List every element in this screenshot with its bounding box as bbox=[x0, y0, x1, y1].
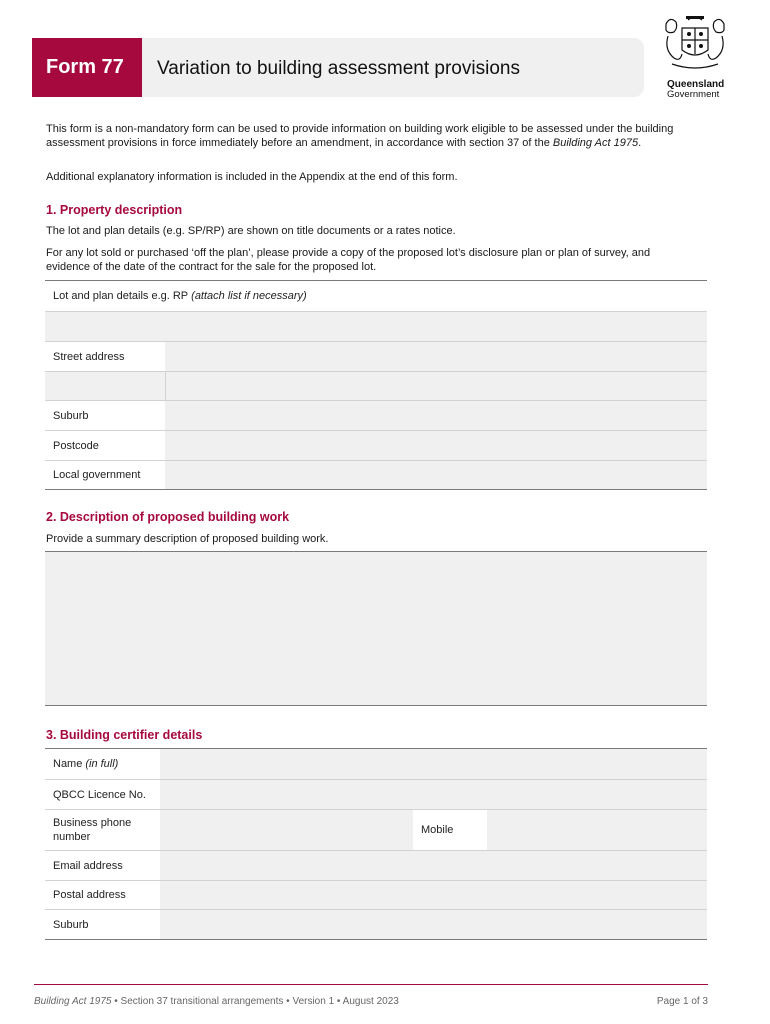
building-work-description-field[interactable] bbox=[45, 551, 707, 706]
postal-address-field[interactable] bbox=[160, 881, 707, 909]
postal-address-label: Postal address bbox=[45, 881, 160, 909]
lot-plan-field[interactable] bbox=[45, 311, 707, 341]
street-address-row bbox=[45, 341, 707, 371]
local-government-row bbox=[45, 460, 707, 489]
business-phone-field[interactable] bbox=[160, 810, 413, 850]
footer-rule bbox=[34, 984, 708, 985]
qbcc-field[interactable] bbox=[160, 780, 707, 809]
mobile-field[interactable] bbox=[487, 810, 707, 850]
street-address-field-2a[interactable] bbox=[45, 372, 165, 400]
mobile-label: Mobile bbox=[413, 810, 487, 850]
section2-heading: 2. Description of proposed building work bbox=[46, 510, 290, 524]
form-title: Variation to building assessment provisions bbox=[157, 58, 520, 79]
lot-plan-label: Lot and plan details e.g. RP (attach list if necessary) bbox=[45, 281, 707, 311]
name-field[interactable] bbox=[160, 749, 707, 779]
qbcc-label: QBCC Licence No. bbox=[45, 780, 160, 809]
phone-row bbox=[45, 809, 707, 850]
postcode-label: Postcode bbox=[45, 431, 165, 460]
suburb-label: Suburb bbox=[45, 401, 165, 430]
qbcc-row bbox=[45, 779, 707, 809]
section2-note: Provide a summary description of proposed building work. bbox=[46, 533, 329, 545]
section1-note: The lot and plan details (e.g. SP/RP) are shown on title documents or a rates notice. bbox=[46, 225, 456, 237]
name-row bbox=[45, 749, 707, 779]
section1-heading: 1. Property description bbox=[46, 203, 183, 217]
section3-heading: 3. Building certifier details bbox=[46, 728, 203, 742]
certifier-table bbox=[45, 748, 707, 940]
page-number: Page 1 of 3 bbox=[656, 996, 708, 1007]
certifier-suburb-label: Suburb bbox=[45, 910, 160, 939]
street-address-field-1[interactable] bbox=[165, 342, 707, 371]
street-address-row-2 bbox=[45, 371, 707, 400]
name-label: Name (in full) bbox=[45, 749, 160, 779]
queensland-crest-icon bbox=[658, 14, 732, 74]
section1-off-plan-note: For any lot sold or purchased ‘off the plan’, please provide a copy of the proposed lot’s disclosure plan or plan of survey, and evidence of the date of the contract for the sale for the proposed lot. bbox=[46, 247, 651, 273]
email-field[interactable] bbox=[160, 851, 707, 880]
property-table bbox=[45, 280, 707, 490]
local-government-label: Local government bbox=[45, 461, 165, 489]
government-logo-text: Queensland Government bbox=[667, 79, 725, 100]
street-address-label: Street address bbox=[45, 342, 165, 371]
form-number: Form 77 bbox=[32, 38, 142, 97]
footer-text: Building Act 1975 • Section 37 transitional arrangements • Version 1 • August 2023 bbox=[34, 996, 399, 1007]
certifier-suburb-field[interactable] bbox=[160, 910, 707, 939]
certifier-suburb-row bbox=[45, 909, 707, 939]
local-government-field[interactable] bbox=[165, 461, 707, 489]
business-phone-label: Business phone number bbox=[45, 810, 160, 850]
suburb-row bbox=[45, 400, 707, 430]
postcode-row bbox=[45, 430, 707, 460]
email-row bbox=[45, 850, 707, 880]
postal-address-row bbox=[45, 880, 707, 909]
intro-appendix-note: Additional explanatory information is included in the Appendix at the end of this form. bbox=[46, 171, 458, 183]
street-address-field-2b[interactable] bbox=[165, 372, 707, 400]
lot-plan-label-row bbox=[45, 281, 707, 311]
intro-paragraph: This form is a non-mandatory form can be used to provide information on building work eligible to be assessed under the building assessment provisions in force immediately before an amendment, in accordance with section 37 of the Building Act 1975. bbox=[46, 123, 674, 149]
postcode-field[interactable] bbox=[165, 431, 707, 460]
email-label: Email address bbox=[45, 851, 160, 880]
suburb-field[interactable] bbox=[165, 401, 707, 430]
